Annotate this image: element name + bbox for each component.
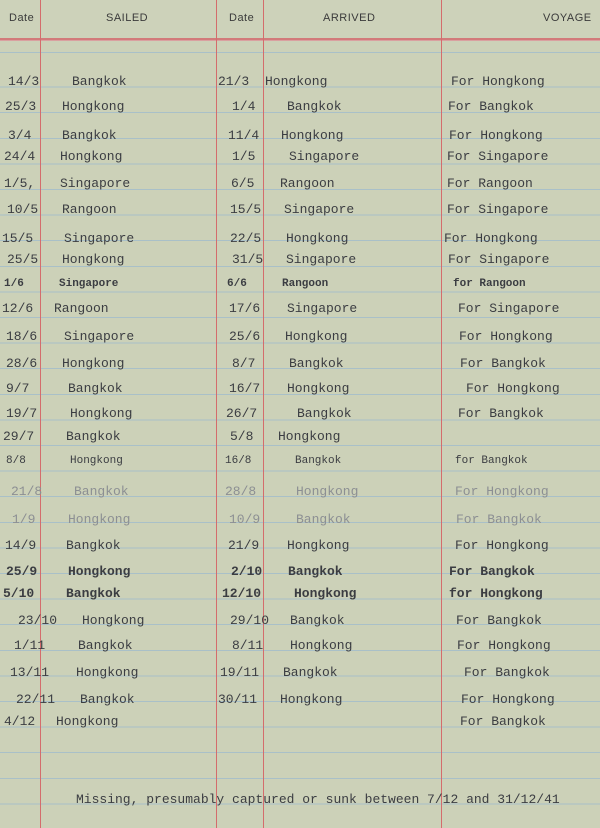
sail-port: Hongkong (56, 714, 119, 729)
arrival-date: 30/11 (218, 692, 258, 707)
arrival-port: Hongkong (286, 231, 349, 246)
voyage: For Bangkok (458, 406, 544, 421)
header-date-arrived: Date (229, 12, 255, 24)
arrival-port: Bangkok (287, 99, 342, 114)
column-divider (216, 0, 217, 828)
sail-port: Bangkok (72, 74, 127, 89)
arrival-port: Rangoon (282, 278, 329, 290)
arrival-date: 22/5 (230, 231, 262, 246)
arrival-port: Singapore (284, 202, 355, 217)
arrival-port: Bangkok (288, 564, 343, 579)
sail-port: Hongkong (68, 564, 131, 579)
arrival-port: Singapore (289, 149, 360, 164)
voyage: For Singapore (448, 252, 550, 267)
arrival-port: Rangoon (280, 176, 335, 191)
arrival-date: 21/3 (218, 74, 250, 89)
voyage: For Hongkong (459, 329, 553, 344)
sail-port: Hongkong (62, 356, 125, 371)
sail-port: Bangkok (74, 484, 129, 499)
sail-date: 23/10 (18, 613, 58, 628)
sail-date: 15/5 (2, 231, 34, 246)
arrival-date: 16/7 (229, 381, 261, 396)
arrival-date: 19/11 (220, 665, 260, 680)
arrival-port: Bangkok (296, 512, 351, 527)
arrival-port: Hongkong (280, 692, 343, 707)
sail-port: Hongkong (70, 455, 123, 467)
sail-date: 22/11 (16, 692, 56, 707)
sail-port: Bangkok (68, 381, 123, 396)
arrival-port: Hongkong (287, 538, 350, 553)
arrival-port: Bangkok (295, 455, 342, 467)
arrival-port: Bangkok (297, 406, 352, 421)
sail-port: Hongkong (62, 252, 125, 267)
sail-port: Bangkok (66, 586, 121, 601)
sail-port: Singapore (60, 176, 131, 191)
header-voyage: VOYAGE (543, 12, 592, 24)
arrival-port: Hongkong (287, 381, 350, 396)
sail-port: Hongkong (76, 665, 139, 680)
header-date-sailed: Date (9, 12, 35, 24)
arrival-port: Hongkong (278, 429, 341, 444)
column-divider (441, 0, 442, 828)
arrival-port: Hongkong (285, 329, 348, 344)
voyage: For Singapore (447, 149, 549, 164)
sail-date: 25/9 (6, 564, 38, 579)
voyage: For Bangkok (456, 512, 542, 527)
sail-port: Hongkong (60, 149, 123, 164)
voyage: For Bangkok (448, 99, 534, 114)
sail-date: 14/9 (5, 538, 37, 553)
arrival-port: Bangkok (289, 356, 344, 371)
voyage: for Bangkok (455, 455, 528, 467)
voyage: For Bangkok (449, 564, 535, 579)
column-divider (263, 0, 264, 828)
sail-port: Hongkong (62, 99, 125, 114)
sail-port: Hongkong (70, 406, 133, 421)
sail-date: 1/11 (14, 638, 46, 653)
arrival-date: 12/10 (222, 586, 262, 601)
arrival-port: Singapore (287, 301, 358, 316)
arrival-date: 28/8 (225, 484, 257, 499)
arrival-date: 6/5 (231, 176, 255, 191)
voyage: For Bangkok (460, 356, 546, 371)
sail-date: 10/5 (7, 202, 39, 217)
arrival-date: 1/4 (232, 99, 256, 114)
arrival-port: Bangkok (283, 665, 338, 680)
arrival-date: 17/6 (229, 301, 261, 316)
voyage: For Hongkong (444, 231, 538, 246)
sail-date: 28/6 (6, 356, 38, 371)
sail-port: Bangkok (66, 538, 121, 553)
arrival-port: Hongkong (296, 484, 359, 499)
arrival-port: Hongkong (281, 128, 344, 143)
arrival-date: 21/9 (228, 538, 260, 553)
header-sailed: SAILED (106, 12, 149, 24)
sail-date: 9/7 (6, 381, 30, 396)
voyage: For Singapore (458, 301, 560, 316)
sail-port: Hongkong (82, 613, 145, 628)
sail-date: 1/6 (4, 278, 24, 290)
sail-date: 24/4 (4, 149, 36, 164)
arrival-date: 25/6 (229, 329, 261, 344)
sail-port: Singapore (64, 231, 135, 246)
arrival-date: 26/7 (226, 406, 258, 421)
arrival-date: 1/5 (232, 149, 256, 164)
sail-date: 5/10 (3, 586, 35, 601)
sail-date: 25/3 (5, 99, 37, 114)
voyage: For Hongkong (466, 381, 560, 396)
sail-date: 4/12 (4, 714, 36, 729)
sail-date: 29/7 (3, 429, 35, 444)
sail-date: 1/5, (4, 176, 36, 191)
arrival-port: Singapore (286, 252, 357, 267)
voyage: For Hongkong (451, 74, 545, 89)
sail-date: 8/8 (6, 455, 26, 467)
arrival-date: 2/10 (231, 564, 263, 579)
sail-port: Singapore (64, 329, 135, 344)
sail-date: 14/3 (8, 74, 40, 89)
sail-port: Bangkok (78, 638, 133, 653)
sail-date: 19/7 (6, 406, 38, 421)
sail-port: Hongkong (68, 512, 131, 527)
sail-port: Bangkok (66, 429, 121, 444)
arrival-port: Hongkong (265, 74, 328, 89)
arrival-date: 29/10 (230, 613, 270, 628)
arrival-date: 5/8 (230, 429, 254, 444)
voyage: For Bangkok (456, 613, 542, 628)
arrival-port: Hongkong (294, 586, 357, 601)
sail-port: Rangoon (54, 301, 109, 316)
voyage: For Hongkong (455, 538, 549, 553)
sail-date: 18/6 (6, 329, 38, 344)
sail-port: Rangoon (62, 202, 117, 217)
sail-date: 1/9 (12, 512, 36, 527)
arrival-date: 8/7 (232, 356, 256, 371)
voyage: For Hongkong (457, 638, 551, 653)
footer-note: Missing, presumably captured or sunk between 7/12 and 31/12/41 (76, 792, 560, 807)
header-band (0, 0, 600, 40)
voyage: For Hongkong (449, 128, 543, 143)
arrival-date: 31/5 (232, 252, 264, 267)
sail-date: 21/8 (11, 484, 43, 499)
arrival-date: 15/5 (230, 202, 262, 217)
arrival-port: Bangkok (290, 613, 345, 628)
voyage: For Bangkok (464, 665, 550, 680)
arrival-date: 11/4 (228, 128, 260, 143)
arrival-date: 10/9 (229, 512, 261, 527)
sail-date: 25/5 (7, 252, 39, 267)
arrival-port: Hongkong (290, 638, 353, 653)
voyage: for Hongkong (449, 586, 543, 601)
arrival-date: 8/11 (232, 638, 264, 653)
voyage: For Hongkong (461, 692, 555, 707)
voyage: For Rangoon (447, 176, 533, 191)
arrival-date: 16/8 (225, 455, 252, 467)
voyage: for Rangoon (453, 278, 526, 290)
voyage: For Bangkok (460, 714, 546, 729)
header-arrived: ARRIVED (323, 12, 376, 24)
sail-date: 12/6 (2, 301, 34, 316)
sail-port: Bangkok (80, 692, 135, 707)
voyage: For Singapore (447, 202, 549, 217)
sail-date: 3/4 (8, 128, 32, 143)
sail-date: 13/11 (10, 665, 50, 680)
sail-port: Bangkok (62, 128, 117, 143)
arrival-date: 6/6 (227, 278, 247, 290)
voyage: For Hongkong (455, 484, 549, 499)
sail-port: Singapore (59, 278, 119, 290)
